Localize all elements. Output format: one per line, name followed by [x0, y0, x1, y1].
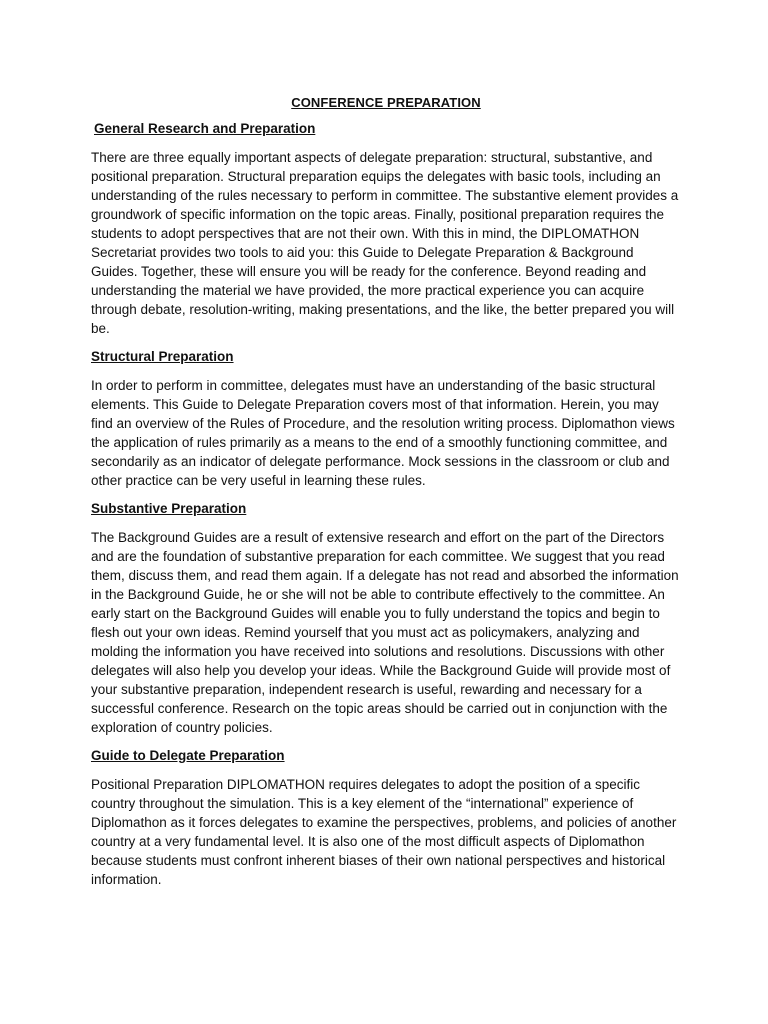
paragraph-substantive-preparation: The Background Guides are a result of extensive research and effort on the part of the Directors and are the foundation of substantive preparation for each committee. We suggest that you read them, discuss them, and read them again. If a delegate has not read and absorbed the information in the Background Guide, he or she will not be able to contribute effectively to the committee. An early start on the Background Guides will enable you to fully understand the topics and begin to flesh out your own ideas. Remind yourself that you must act as policymakers, analyzing and molding the information you have received into solutions and resolutions. Discussions with other delegates will also help you develop your ideas. While the Background Guide will provide most of your substantive preparation, independent research is useful, rewarding and necessary for a successful conference. Research on the topic areas should be carried out in conjunction with the exploration of country policies. — [91, 530, 679, 735]
heading-substantive-preparation: Substantive Preparation — [91, 501, 247, 516]
document-title: CONFERENCE PREPARATION — [291, 95, 481, 110]
document-content — [91, 94, 681, 899]
paragraph-positional-preparation: Positional Preparation DIPLOMATHON requires delegates to adopt the position of a specific country throughout the simulation. This is a key element of the “international” experience of Diplomathon as it forces delegates to examine the perspectives, problems, and policies of another country at a very fundamental level. It is also one of the most difficult aspects of Diplomathon because students must confront inherent biases of their own national perspectives and historical information. — [91, 777, 677, 887]
paragraph-general-research: There are three equally important aspects of delegate preparation: structural, substantive, and positional preparation. Structural preparation equips the delegates with basic tools, including an understanding of the rules necessary to perform in committee. The substantive element provides a groundwork of specific information on the topic areas. Finally, positional preparation requires the students to adopt perspectives that are not their own. With this in mind, the DIPLOMATHON Secretariat provides two tools to aid you: this Guide to Delegate Preparation & Background Guides. Together, these will ensure you will be ready for the conference. Beyond reading and understanding the material we have provided, the more practical experience you can acquire through debate, resolution-writing, making presentations, and the like, the better prepared you will be. — [91, 150, 679, 336]
paragraph-structural-preparation: In order to perform in committee, delegates must have an understanding of the basic structural elements. This Guide to Delegate Preparation covers most of that information. Herein, you may find an overview of the Rules of Procedure, and the resolution writing process. Diplomathon views the application of rules primarily as a means to the end of a smoothly functioning committee, and secondarily as an indicator of delegate performance. Mock sessions in the classroom or club and other practice can be very useful in learning these rules. — [91, 378, 675, 488]
heading-guide-to-delegate-preparation: Guide to Delegate Preparation — [91, 748, 285, 763]
heading-structural-preparation: Structural Preparation — [91, 349, 234, 364]
heading-general-research: General Research and Preparation — [94, 121, 316, 136]
